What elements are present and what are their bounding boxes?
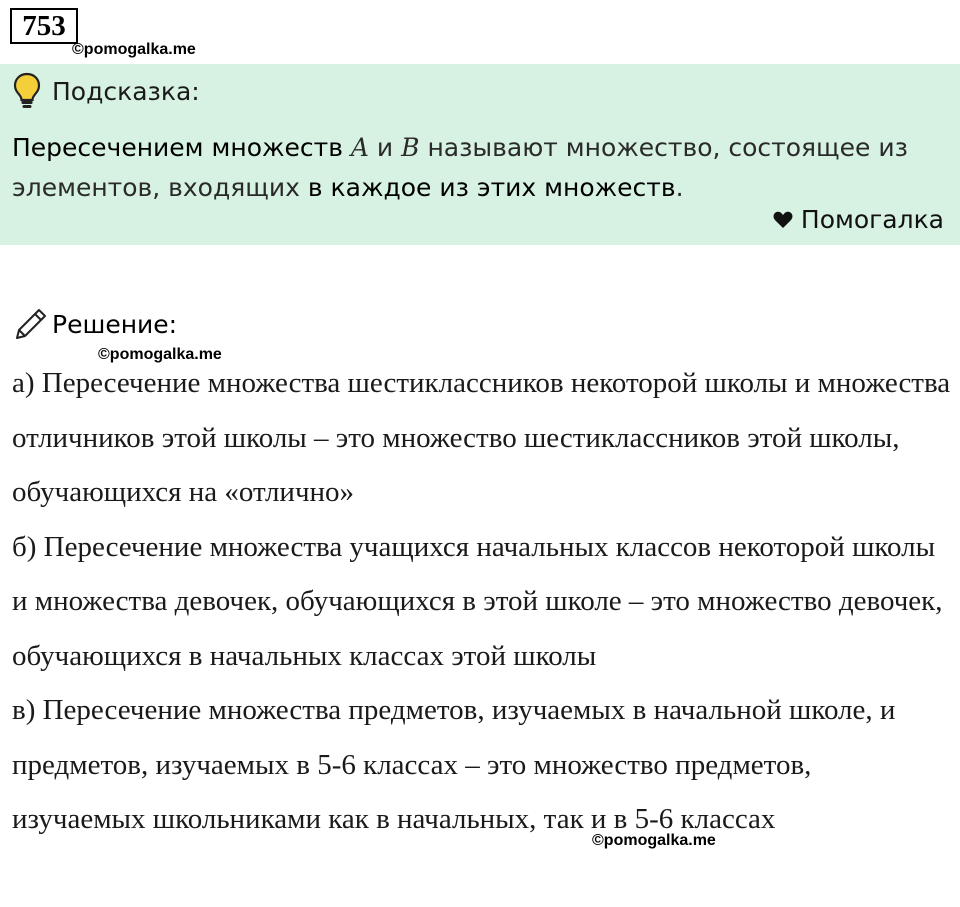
- answer-a: а) Пересечение множества шестиклассников некоторой школы и множества отличников этой школы – это множество шестиклассников этой школы, обучающихся на «отлично»: [12, 367, 951, 508]
- pencil-icon: [14, 307, 48, 341]
- lightbulb-icon: [12, 72, 42, 110]
- watermark: ©pomogalka.me: [98, 346, 222, 363]
- task-number: [10, 8, 78, 44]
- answer-c: в) Пересечение множества предметов, изучаемых в начальной школе, и предметов, изучаемых в 5-6 классах – это множество предметов, изучаемых школьниками как в начальных, так и в 5-6 классах: [12, 694, 896, 835]
- solution-answers: [12, 356, 952, 847]
- hint-panel: [0, 64, 960, 245]
- task-number-text: 753: [22, 9, 66, 42]
- hint-signature: [773, 205, 944, 234]
- hint-text-definition: называют множество, состоящее из элементов, входящих: [12, 133, 908, 202]
- answer-b: б) Пересечение множества учащихся начальных классов некоторой школы и множества девочек, обучающихся в этой школе – это множество девочек, обучающихся в начальных классах этой школы: [12, 530, 943, 672]
- hint-text: [12, 128, 948, 208]
- hint-text-term: Пересечением множеств: [12, 133, 343, 162]
- hint-header: [12, 72, 200, 110]
- solution-title: Решение:: [52, 309, 178, 339]
- signature-text: Помогалка: [800, 205, 944, 234]
- set-b-variable: B: [401, 133, 420, 162]
- hint-text-and: и: [376, 133, 394, 162]
- watermark: ©pomogalka.me: [72, 41, 196, 58]
- hint-title: Подсказка:: [52, 76, 200, 106]
- set-a-variable: A: [350, 133, 369, 162]
- hint-text-emphasis: в каждое из этих множеств: [307, 173, 676, 202]
- hint-text-period: .: [675, 173, 684, 202]
- solution-header: [14, 306, 177, 342]
- heart-icon: [773, 211, 793, 229]
- watermark: ©pomogalka.me: [592, 832, 716, 849]
